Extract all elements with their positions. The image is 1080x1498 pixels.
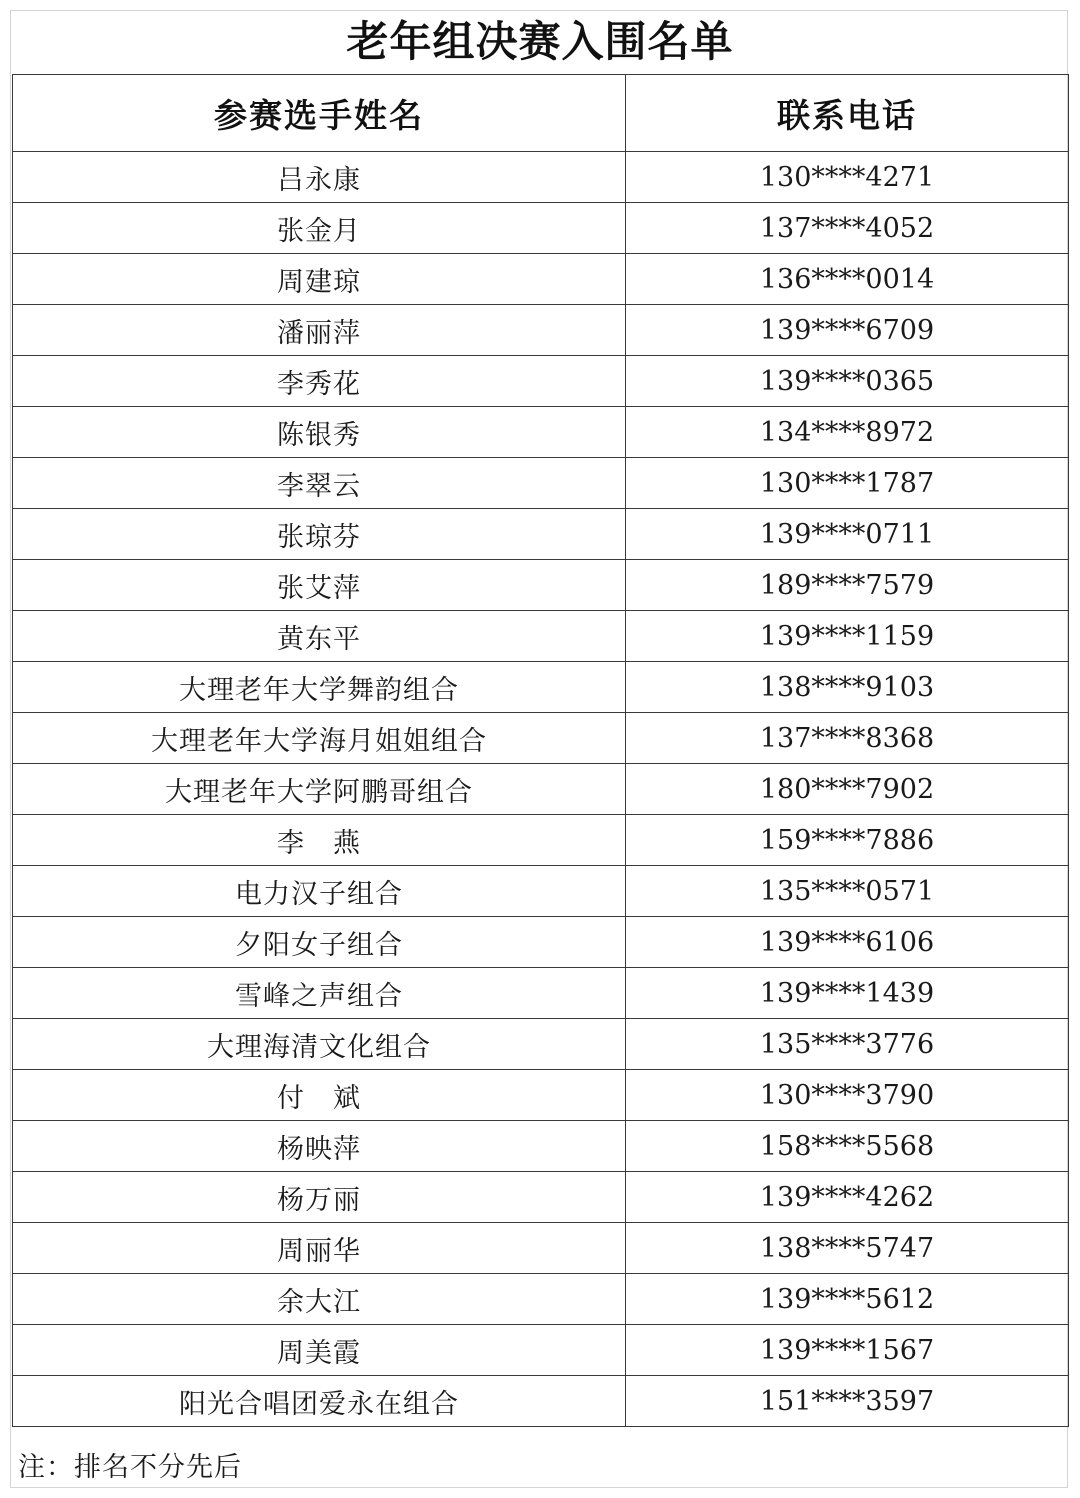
contestant-name-cell: 陈银秀 (13, 407, 626, 458)
phone-number-cell: 138****5747 (626, 1223, 1069, 1274)
contestant-name-cell: 夕阳女子组合 (13, 917, 626, 968)
phone-number-cell: 135****3776 (626, 1019, 1069, 1070)
contestant-name-cell: 大理老年大学海月姐姐组合 (13, 713, 626, 764)
phone-number-cell: 180****7902 (626, 764, 1069, 815)
table-row (13, 815, 1069, 866)
table-row (13, 203, 1069, 254)
table-row (13, 152, 1069, 203)
contestant-name-cell: 黄东平 (13, 611, 626, 662)
contestant-name-cell: 吕永康 (13, 152, 626, 203)
phone-number-cell: 139****0365 (626, 356, 1069, 407)
contestant-name-cell: 张琼芬 (13, 509, 626, 560)
table-row (13, 917, 1069, 968)
contestant-name-cell: 李秀花 (13, 356, 626, 407)
table-row (13, 407, 1069, 458)
table-row (13, 254, 1069, 305)
phone-number-cell: 130****3790 (626, 1070, 1069, 1121)
contestant-name-cell: 杨映萍 (13, 1121, 626, 1172)
phone-number-cell: 139****1567 (626, 1325, 1069, 1376)
phone-number-cell: 151****3597 (626, 1376, 1069, 1427)
phone-number-cell: 139****4262 (626, 1172, 1069, 1223)
table-body (13, 152, 1069, 1427)
table-row (13, 305, 1069, 356)
phone-number-cell: 139****1439 (626, 968, 1069, 1019)
table-row (13, 1376, 1069, 1427)
phone-number-cell: 139****1159 (626, 611, 1069, 662)
phone-number-cell: 158****5568 (626, 1121, 1069, 1172)
contestant-name-cell: 大理海清文化组合 (13, 1019, 626, 1070)
contestant-name-cell: 李 燕 (13, 815, 626, 866)
footnote: 注：排名不分先后 (18, 1452, 242, 1483)
table-row (13, 968, 1069, 1019)
table-row (13, 866, 1069, 917)
contestant-name-cell: 大理老年大学舞韵组合 (13, 662, 626, 713)
contestant-name-cell: 雪峰之声组合 (13, 968, 626, 1019)
table-row (13, 611, 1069, 662)
phone-number-cell: 139****6709 (626, 305, 1069, 356)
table-row (13, 509, 1069, 560)
contestant-name-cell: 付 斌 (13, 1070, 626, 1121)
contestant-name-cell: 杨万丽 (13, 1172, 626, 1223)
table-row (13, 662, 1069, 713)
contestant-name-cell: 余大江 (13, 1274, 626, 1325)
phone-number-cell: 130****1787 (626, 458, 1069, 509)
phone-number-cell: 135****0571 (626, 866, 1069, 917)
phone-number-cell: 139****6106 (626, 917, 1069, 968)
table-row (13, 1121, 1069, 1172)
table-row (13, 560, 1069, 611)
table-row (13, 1019, 1069, 1070)
contestant-name-cell: 周建琼 (13, 254, 626, 305)
contestant-name-cell: 周丽华 (13, 1223, 626, 1274)
phone-number-cell: 130****4271 (626, 152, 1069, 203)
table-row (13, 1223, 1069, 1274)
contestant-name-cell: 李翠云 (13, 458, 626, 509)
phone-number-cell: 159****7886 (626, 815, 1069, 866)
header-row (13, 75, 1069, 152)
phone-number-cell: 139****0711 (626, 509, 1069, 560)
table-header (13, 75, 1069, 152)
column-header-phone: 联系电话 (626, 75, 1069, 152)
phone-number-cell: 137****8368 (626, 713, 1069, 764)
phone-number-cell: 189****7579 (626, 560, 1069, 611)
table-row (13, 1070, 1069, 1121)
table-row (13, 356, 1069, 407)
table-row (13, 1325, 1069, 1376)
phone-number-cell: 134****8972 (626, 407, 1069, 458)
page-title: 老年组决赛入围名单 (346, 17, 734, 66)
table-row (13, 713, 1069, 764)
contestant-name-cell: 周美霞 (13, 1325, 626, 1376)
contestant-name-cell: 张金月 (13, 203, 626, 254)
contestant-name-cell: 张艾萍 (13, 560, 626, 611)
phone-number-cell: 138****9103 (626, 662, 1069, 713)
contestant-name-cell: 阳光合唱团爱永在组合 (13, 1376, 626, 1427)
column-header-name: 参赛选手姓名 (13, 75, 626, 152)
table-row (13, 1172, 1069, 1223)
table-row (13, 1274, 1069, 1325)
contestant-name-cell: 电力汉子组合 (13, 866, 626, 917)
phone-number-cell: 139****5612 (626, 1274, 1069, 1325)
finalist-table (12, 74, 1069, 1427)
contestant-name-cell: 潘丽萍 (13, 305, 626, 356)
contestant-name-cell: 大理老年大学阿鹏哥组合 (13, 764, 626, 815)
table-row (13, 458, 1069, 509)
phone-number-cell: 137****4052 (626, 203, 1069, 254)
phone-number-cell: 136****0014 (626, 254, 1069, 305)
table-row (13, 764, 1069, 815)
